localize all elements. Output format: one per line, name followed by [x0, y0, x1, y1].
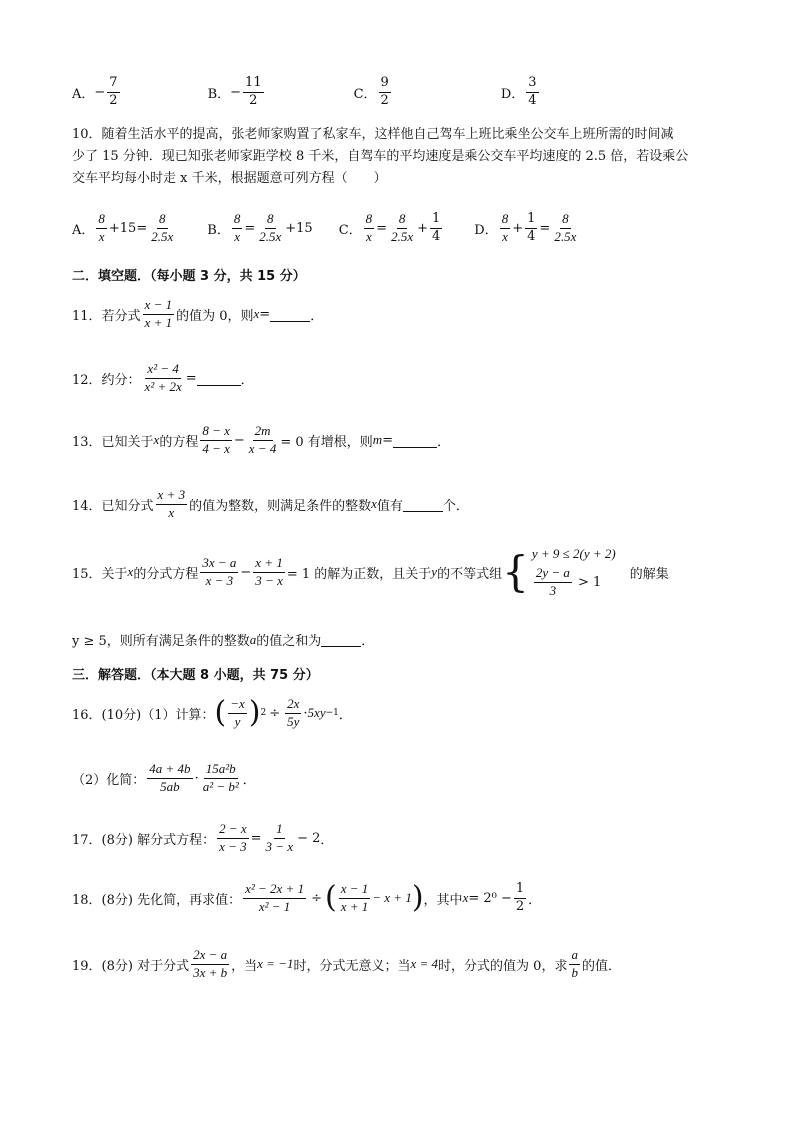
- question-13: 13．已知关于 x 的方程 $\frac{8 - x}{4 - x}$ − $\frac{2m}{x - 4}$ = 0 有增根，则 m = ．: [72, 423, 451, 456]
- question-18: 18．(8分) 先化简，再求值： $\frac{\text{x² − 2x + 1}}{\text{x² − 1}}$ ÷ ( $\frac{x - 1}{x + 1}$ − x + 1 ) ，其中 x = 2⁰ − $\frac{1}{2}$ ．: [72, 880, 542, 916]
- q9-option-a: A． − $\frac{7}{2}$: [72, 75, 118, 108]
- answer-blank[interactable]: [393, 433, 437, 448]
- answer-blank[interactable]: [321, 632, 361, 647]
- q10-option-d: D． $\frac{8}{x}$ + $\frac{1}{4}$ = $\frac{8}{2.5x}$: [474, 211, 577, 244]
- q9-option-b: B． − $\frac{11}{2}$: [207, 75, 262, 108]
- question-12: 12．约分： $\frac{\text{x² − 4}}{\text{x² + 2x}}$ = ．: [72, 361, 254, 394]
- question-15-line2: y ≥ 5，则所有满足条件的整数 a 的值之和为 ．: [72, 631, 375, 649]
- q10-options: [72, 212, 616, 245]
- q10-option-c: C． $\frac{8}{x}$ = $\frac{8}{2.5x}$ + $\frac{1}{4}$: [338, 211, 441, 244]
- q10-stem: 10．随着生活水平的提高，张老师家购置了私家车，这样他自己驾车上班比乘坐公交车上班所需的时间减 少了 15 分钟．现已知张老师家距学校 8 千米，自驾车的平均速度是乘公交车平均速度的 2.5 倍，若设乘公 交车平均每小时走 x 千米，根据题意可列方程（ ）: [72, 127, 689, 186]
- q9-option-d: D． $\frac{3}{4}$: [500, 75, 537, 108]
- fraction: $\frac{3}{4}$: [528, 75, 537, 108]
- question-15: 15．关于 x 的分式方程 $\frac{3x - a}{x - 3}$ − $\frac{x + 1}{3 - x}$ = 1 的解为正数，且关于 y 的不等式组 { y + 9 ≤ 2(y + 2) $\frac{2y - a}{3}$ > 1 的解集: [72, 546, 669, 598]
- answer-blank[interactable]: [403, 497, 443, 512]
- question-16: 16．(10分)（1）计算： ( $\frac{-x}{y}$ ) 2 ÷ $\frac{2x}{5y}$ · 5xy −1 ．: [72, 695, 352, 731]
- section-3-title: 三．解答题．（本大题 8 小题，共 75 分）: [72, 668, 319, 683]
- section-2-title: 二．填空题．（每小题 3 分，共 15 分）: [72, 269, 306, 284]
- inequality-system: { y + 9 ≤ 2(y + 2) $\frac{2y - a}{3}$ > 1: [502, 546, 616, 598]
- q10-option-a: A． $\frac{8}{x}$ +15 = $\frac{8}{2.5x}$: [72, 211, 174, 244]
- fraction: $\frac{11}{2}$: [245, 75, 262, 108]
- question-19: 19．(8分) 对于分式 $\frac{2x - a}{3x + b}$ ，当 x = −1 时，分式无意义；当 x = 4 时，分式的值为 0，求 $\frac{a}{b}$ 的值．: [72, 947, 621, 980]
- q9-options: [72, 76, 577, 109]
- question-11: 11．若分式 $\frac{x - 1}{x + 1}$ 的值为 0，则 x = ．: [72, 297, 324, 330]
- question-16-part2: （2）化简： $\frac{4a + 4b}{5ab}$ · $\frac{\text{15a²b}}{\text{a² − b²}}$ ．: [72, 761, 256, 794]
- answer-blank[interactable]: [270, 307, 310, 322]
- answer-blank[interactable]: [197, 371, 241, 386]
- fraction: $\frac{7}{2}$: [109, 75, 118, 108]
- q10-option-b: B． $\frac{8}{x}$ = $\frac{8}{2.5x}$ +15: [207, 211, 313, 244]
- question-14: 14．已知分式 $\frac{x + 3}{x}$ 的值为整数，则满足条件的整数 x 值有 个．: [72, 487, 469, 520]
- q9-option-c: C． $\frac{9}{2}$: [353, 75, 389, 108]
- question-17: 17．(8分) 解分式方程： $\frac{2 - x}{x - 3}$ = $\frac{1}{3 - x}$ − 2 ．: [72, 821, 334, 854]
- fraction: $\frac{9}{2}$: [380, 75, 389, 108]
